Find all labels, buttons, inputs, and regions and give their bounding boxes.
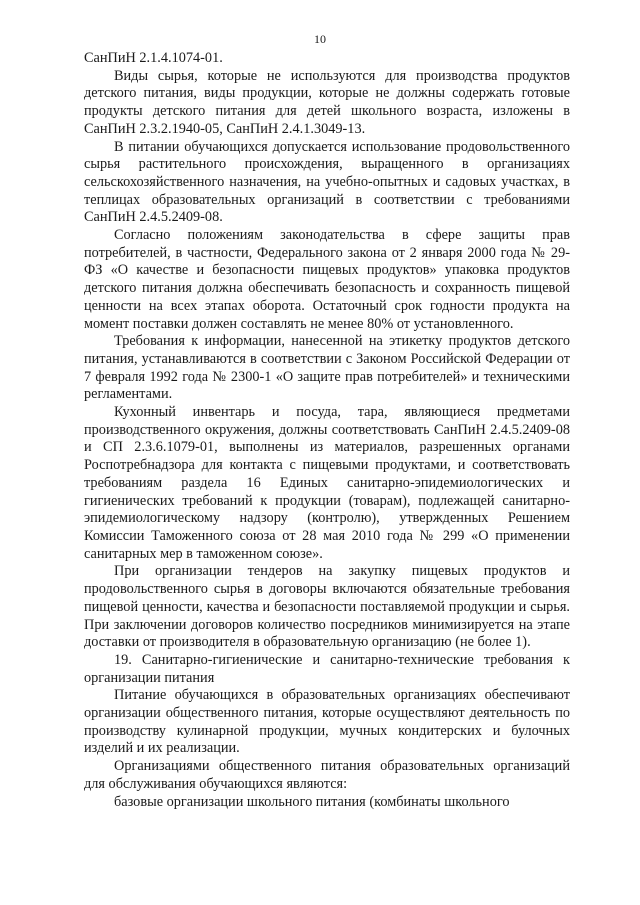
paragraph: Кухонный инвентарь и посуда, тара, являющиеся предметами производственного окружения, должны соответствовать СанПиН 2.4.5.2409-08 и СП 2.3.6.1079-01, выполнены из материалов, разрешенных органами Роспотребнадзора для контакта с пищевыми продуктами, и соответствовать требованиям раздела 16 Единых санитарно-эпидемиологических и гигиенических требований к продукции (товарам), подлежащей санитарно-эпидемиологическому надзору (контролю), утвержденных Решением Комиссии Таможенного союза от 28 мая 2010 года № 299 «О применении санитарных мер в таможенном союзе».	[84, 404, 570, 562]
paragraph: Виды сырья, которые не используются для производства продуктов детского питания, виды продукции, которые не должны содержать готовые продукты детского питания для детей школьного возраста, изложены в СанПиН 2.3.2.1940-05, СанПиН 2.4.1.3049-13.	[84, 67, 570, 137]
paragraph: Требования к информации, нанесенной на этикетку продуктов детского питания, устанавливаются в соответствии с Законом Российской Федерации от 7 февраля 1992 года № 2300-1 «О защите прав потребителей» и техническими регламентами.	[84, 333, 570, 403]
paragraph: В питании обучающихся допускается использование продовольственного сырья растительного происхождения, выращенного в организациях сельскохозяйственного назначения, на учебно-опытных и садовых участках, в теплицах образовательных организаций в соответствии с требованиями СанПиН 2.4.5.2409-08.	[84, 138, 570, 226]
paragraph: При организации тендеров на закупку пищевых продуктов и продовольственного сырья в договоры включаются обязательные требования пищевой ценности, качества и безопасности поставляемой продукции и сырья. При заключении договоров количество посредников минимизируется на этапе доставки от производителя в образовательную организацию (не более 1).	[84, 563, 570, 651]
paragraph: СанПиН 2.1.4.1074-01.	[84, 50, 223, 66]
paragraph: Согласно положениям законодательства в сфере защиты прав потребителей, в частности, Федерального закона от 2 января 2000 года № 29-ФЗ «О качестве и безопасности пищевых продуктов» упаковка продуктов детского питания должна обеспечивать безопасность и сохранность пищевой ценности на всех этапах оборота. Остаточный срок годности продукта на момент поставки должен составлять не менее 80% от установленного.	[84, 227, 570, 332]
page-number: 10	[314, 32, 326, 46]
section-heading: 19. Санитарно-гигиенические и санитарно-технические требования к организации питания	[84, 651, 570, 686]
paragraph: базовые организации школьного питания (комбинаты школьного	[114, 793, 510, 810]
paragraph: Питание обучающихся в образовательных организациях обеспечивают организации общественного питания, которые осуществляют деятельность по производству кулинарной продукции, мучных кондитерских и булочных изделий и их реализации.	[84, 687, 570, 757]
body-text	[84, 50, 570, 811]
paragraph: Организациями общественного питания образовательных организаций для обслуживания обучающихся являются:	[84, 758, 570, 792]
